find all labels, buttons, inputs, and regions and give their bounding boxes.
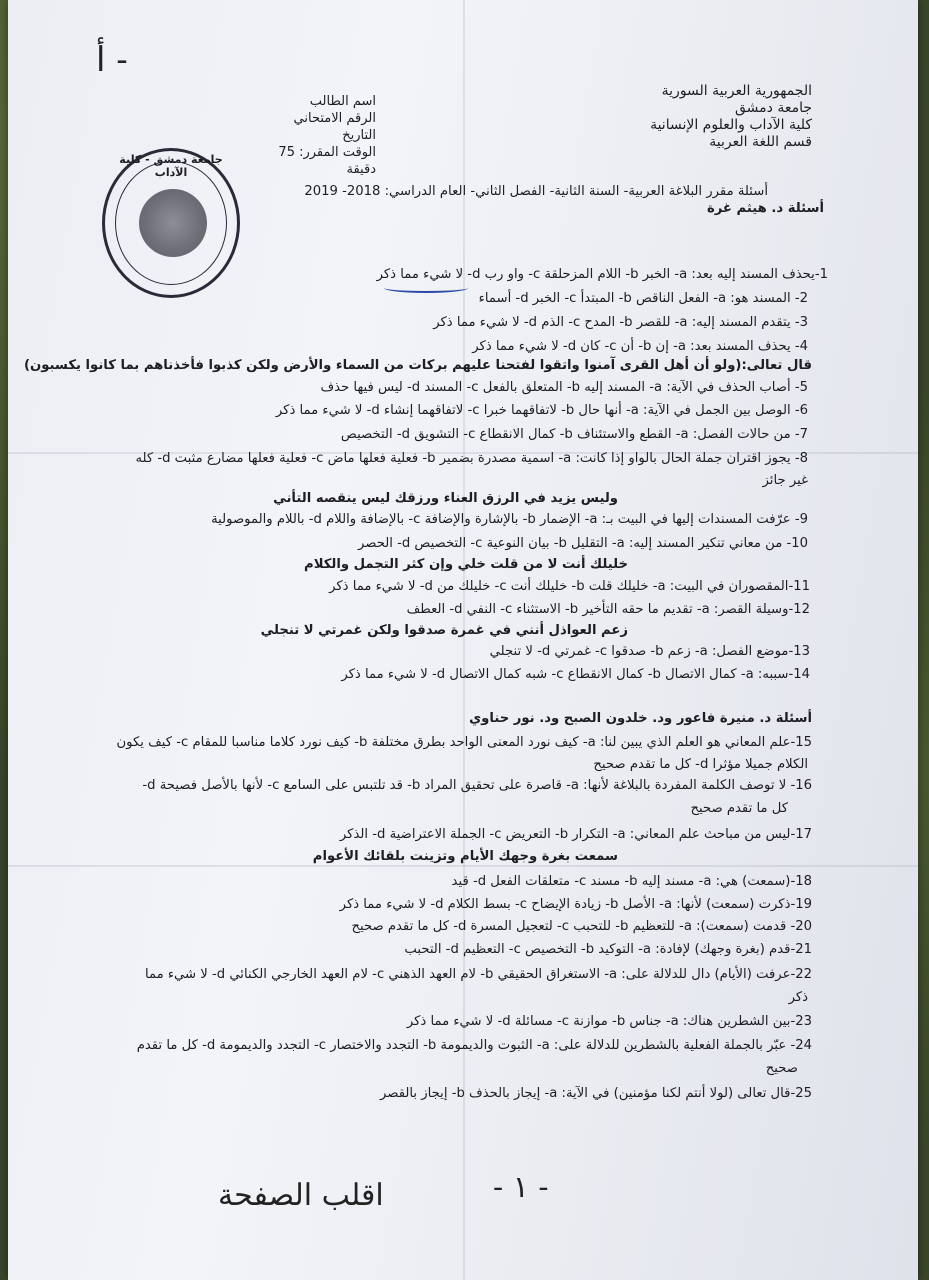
question-line: 11-المقصوران في البيت: a- خليلك قلت b- خليلك أنت c- خليلك من d- لا شيء مما ذكر [329, 579, 810, 594]
section-author: أسئلة د. هيثم غرة [706, 201, 824, 216]
question-line: 10- من معاني تنكير المسند إليه: a- التقليل b- بيان النوعية c- التخصيص d- الحصر [357, 536, 808, 551]
question-line: 2- المسند هو: a- الفعل الناقص b- المبتدأ c- الخبر d- أسماء [478, 291, 808, 306]
question-line: 15-علم المعاني هو العلم الذي يبين لنا: a- كيف نورد المعنى الواحد بطرق مختلفة b- كيف نورد كلاما مناسبا للمقام c- كيف يكون [116, 735, 812, 750]
country-name: الجمهورية العربية السورية [661, 83, 812, 99]
question-line: غير جائز [762, 473, 808, 488]
question-line: زعم العواذل أنني في غمرة صدقوا ولكن غمرتي لا تنجلي [260, 623, 628, 638]
question-line: خليلك أنت لا من قلت خلي وإن كثر التجمل والكلام [304, 557, 628, 572]
date-label: التاريخ [342, 128, 376, 143]
pen-underline [384, 283, 468, 293]
question-line: 17-ليس من مباحث علم المعاني: a- التكرار b- التعريض c- الجملة الاعتراضية d- الذكر [339, 827, 812, 842]
student-info-block [266, 93, 376, 178]
question-line: 9- عرّفت المسندات إليها في البيت بـ: a- الإضمار b- بالإشارة والإضافة c- بالإضافة واللام d- باللام والموصولية [211, 512, 808, 527]
page-number-mark: - ١ - [493, 1170, 549, 1205]
question-line: 23-بين الشطرين هناك: a- جناس b- موازنة c- مسائلة d- لا شيء مما ذكر [406, 1014, 812, 1029]
question-line: 18-(سمعت) هي: a- مسند إليه b- مسند c- متعلقات الفعل d- قيد [451, 874, 812, 889]
question-line: 4- يحذف المسند بعد: a- إن b- أن c- كان d- لا شيء مما ذكر [472, 339, 808, 354]
question-line: 12-وسيلة القصر: a- تقديم ما حقه التأخير b- الاستثناء c- النفي d- العطف [406, 602, 810, 617]
corner-mark: أ - [96, 40, 128, 80]
question-line: 20- قدمت (سمعت): a- للتعظيم b- للتحبب c- لتعجيل المسرة d- كل ما تقدم صحيح [351, 919, 812, 934]
question-line: 16- لا توصف الكلمة المفردة بالبلاغة لأنها: a- قاصرة على تحقيق المراد b- قد تلتبس على السامع c- لأنها بالأصل فصيحة d- [142, 778, 812, 793]
question-line: ذكر [788, 990, 808, 1005]
question-line: 3- يتقدم المسند إليه: a- للقصر b- المدح c- الذم d- لا شيء مما ذكر [433, 315, 808, 330]
exam-number-label: الرقم الامتحاني [293, 111, 376, 126]
question-line: 5- أصاب الحذف في الآية: a- المسند إليه b- المتعلق بالفعل c- المسند d- ليس فيها حذف [320, 380, 808, 395]
stamp-emblem [139, 189, 207, 257]
question-line: أسئلة د. منيرة فاعور ود. خلدون الصبح ود. نور حناوي [469, 711, 812, 726]
exam-title: أسئلة مقرر البلاغة العربية- السنة الثانية- الفصل الثاني- العام الدراسي: 2018- 2019 [304, 184, 768, 199]
question-line: 25-قال تعالى (لولا أنتم لكنا مؤمنين) في الآية: a- إيجاز بالحذف b- إيجاز بالقصر [380, 1086, 812, 1101]
institution-block [582, 83, 812, 151]
university-stamp [102, 148, 240, 298]
question-line: قال تعالى:(ولو أن أهل القرى آمنوا واتقوا لفتحنا عليهم بركات من السماء والأرض ولكن كذبوا فأخذناهم بما كانوا يكسبون) [23, 358, 812, 373]
question-line: صحيح [765, 1061, 798, 1076]
department-name: قسم اللغة العربية [709, 134, 812, 150]
question-line: 8- يجوز اقتران جملة الحال بالواو إذا كانت: a- اسمية مصدرة بضمير b- فعلية فعلها ماض c- فعلية فعلها مضارع مثبت d- كله [135, 451, 808, 466]
question-line: سمعت بغرة وجهك الأيام وتزينت بلقائك الأعوام [312, 849, 618, 864]
student-name-label: اسم الطالب [309, 94, 376, 109]
question-line: كل ما تقدم صحيح [690, 801, 788, 816]
question-line: 6- الوصل بين الجمل في الآية: a- أنها حال b- لاتفاقهما خبرا c- لاتفاقهما إنشاء d- لا شيء مما ذكر [275, 403, 808, 418]
question-line: 21-قدم (بغرة وجهك) لإفادة: a- التوكيد b- التخصيص c- التعظيم d- التحبب [404, 942, 812, 957]
question-line: 22-عرفت (الأيام) دال للدلالة على: a- الاستغراق الحقيقي b- لام العهد الذهني c- لام العهد الخارجي الكنائي d- لا شيء مما [144, 967, 812, 982]
time-label: الوقت المقرر: 75 دقيقة [278, 145, 376, 177]
question-line: 1-يحذف المسند إليه بعد: a- الخبر b- اللام المزحلقة c- واو رب d- لا شيء مما ذكر [376, 267, 828, 282]
question-line: 13-موضع الفصل: a- زعم b- صدقوا c- غمرتي d- لا تنجلي [489, 644, 810, 659]
question-line: وليس يزيد في الرزق العناء ورزقك ليس ينقصه التأني [273, 491, 618, 506]
stamp-text: جامعة دمشق - كلية الآداب [119, 153, 223, 179]
question-line: 7- من حالات الفصل: a- القطع والاستئناف b- كمال الانقطاع c- التشويق d- التخصيص [340, 427, 808, 442]
turn-page-note: اقلب الصفحة [218, 1178, 384, 1213]
university-name: جامعة دمشق [734, 100, 812, 116]
exam-sheet [8, 0, 918, 1280]
question-line: 19-ذكرت (سمعت) لأنها: a- الأصل b- زيادة الإيضاح c- بسط الكلام d- لا شيء مما ذكر [339, 897, 812, 912]
question-line: 24- عبّر بالجملة الفعلية بالشطرين للدلالة على: a- الثبوت والديمومة b- التجدد والاختصار c- التجدد والديمومة d- كل ما تقدم [136, 1038, 812, 1053]
question-line: 14-سببه: a- كمال الاتصال b- كمال الانقطاع c- شبه كمال الاتصال d- لا شيء مما ذكر [341, 667, 810, 682]
faculty-name: كلية الآداب والعلوم الإنسانية [650, 117, 812, 133]
question-line: الكلام جميلا مؤثرا d- كل ما تقدم صحيح [593, 757, 808, 772]
